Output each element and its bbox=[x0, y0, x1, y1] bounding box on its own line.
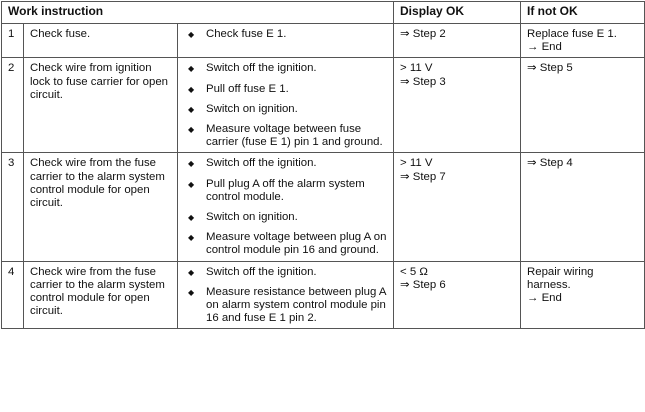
list-item bbox=[184, 211, 388, 224]
if-not-ok-value: Repair wiring harness. bbox=[527, 265, 594, 291]
display-ok-cell bbox=[394, 24, 521, 58]
if-not-ok-value: → End bbox=[527, 41, 562, 54]
header-work-instruction: Work instruction bbox=[2, 2, 394, 24]
step-number: 2 bbox=[2, 58, 24, 153]
display-ok-cell bbox=[394, 261, 521, 329]
list-item bbox=[184, 266, 388, 279]
procedure-steps bbox=[178, 58, 394, 153]
if-not-ok-value: Replace fuse E 1. bbox=[527, 28, 617, 40]
procedure-steps bbox=[178, 153, 394, 261]
step-number: 1 bbox=[2, 24, 24, 58]
diamond-bullet-icon: ◆ bbox=[188, 287, 195, 297]
diamond-bullet-icon: ◆ bbox=[188, 267, 195, 277]
diamond-bullet-icon: ◆ bbox=[188, 125, 195, 135]
diamond-bullet-icon: ◆ bbox=[188, 159, 195, 169]
diamond-bullet-icon: ◆ bbox=[188, 213, 195, 223]
step-text: Switch on ignition. bbox=[206, 211, 298, 224]
step-number: 3 bbox=[2, 153, 24, 261]
task-description: Check wire from the fuse carrier to the alarm system control module for open circuit. bbox=[24, 261, 178, 329]
list-item bbox=[184, 123, 388, 149]
diamond-bullet-icon: ◆ bbox=[188, 84, 195, 94]
display-ok-value: ⇒ Step 2 bbox=[400, 28, 446, 40]
header-row bbox=[2, 2, 645, 24]
step-text: Switch off the ignition. bbox=[206, 157, 317, 170]
work-instruction-table bbox=[1, 1, 645, 329]
list-item bbox=[184, 286, 388, 326]
display-ok-value: ⇒ Step 7 bbox=[400, 170, 446, 183]
display-ok-value: > 11 V bbox=[400, 157, 433, 170]
step-text: Switch on ignition. bbox=[206, 102, 298, 115]
step-text: Measure resistance between plug A on alarm system control module pin 16 and fuse E 1 pin 2. bbox=[206, 285, 386, 325]
header-if-not-ok: If not OK bbox=[521, 2, 645, 24]
diamond-bullet-icon: ◆ bbox=[188, 233, 195, 243]
if-not-ok-cell bbox=[521, 58, 645, 153]
step-list bbox=[184, 157, 388, 257]
header-display-ok: Display OK bbox=[394, 2, 521, 24]
table-row bbox=[2, 153, 645, 261]
display-ok-cell bbox=[394, 153, 521, 261]
if-not-ok-value: → End bbox=[527, 292, 562, 305]
if-not-ok-cell bbox=[521, 153, 645, 261]
diamond-bullet-icon: ◆ bbox=[188, 179, 195, 189]
step-text: Measure voltage between plug A on control module pin 16 and ground. bbox=[206, 231, 387, 257]
diamond-bullet-icon: ◆ bbox=[188, 104, 195, 114]
procedure-steps bbox=[178, 261, 394, 329]
step-number: 4 bbox=[2, 261, 24, 329]
list-item bbox=[184, 178, 388, 204]
list-item bbox=[184, 103, 388, 116]
task-description: Check wire from the fuse carrier to the alarm system control module for open circuit. bbox=[24, 153, 178, 261]
list-item bbox=[184, 231, 388, 257]
procedure-steps bbox=[178, 24, 394, 58]
step-list bbox=[184, 28, 388, 41]
step-text: Measure voltage between fuse carrier (fuse E 1) pin 1 and ground. bbox=[206, 123, 383, 149]
task-description: Check wire from ignition lock to fuse carrier for open circuit. bbox=[24, 58, 178, 153]
table-row bbox=[2, 58, 645, 153]
step-list bbox=[184, 62, 388, 149]
if-not-ok-value: ⇒ Step 4 bbox=[527, 157, 573, 170]
list-item bbox=[184, 62, 388, 75]
step-text: Pull plug A off the alarm system control module. bbox=[206, 177, 365, 203]
display-ok-value: > 11 V bbox=[400, 62, 433, 75]
table-row bbox=[2, 24, 645, 58]
step-text: Check fuse E 1. bbox=[206, 28, 287, 40]
step-text: Switch off the ignition. bbox=[206, 62, 317, 75]
if-not-ok-cell bbox=[521, 261, 645, 329]
list-item bbox=[184, 28, 388, 41]
diamond-bullet-icon: ◆ bbox=[188, 30, 195, 39]
if-not-ok-value: ⇒ Step 5 bbox=[527, 62, 573, 75]
display-ok-value: ⇒ Step 6 bbox=[400, 278, 446, 291]
if-not-ok-cell bbox=[521, 24, 645, 58]
display-ok-cell bbox=[394, 58, 521, 153]
display-ok-value: < 5 Ω bbox=[400, 265, 428, 278]
step-list bbox=[184, 266, 388, 326]
step-text: Pull off fuse E 1. bbox=[206, 82, 289, 95]
list-item bbox=[184, 83, 388, 96]
task-description: Check fuse. bbox=[24, 24, 178, 58]
display-ok-value: ⇒ Step 3 bbox=[400, 75, 446, 88]
list-item bbox=[184, 157, 388, 170]
diamond-bullet-icon: ◆ bbox=[188, 64, 195, 74]
table-row bbox=[2, 261, 645, 329]
step-text: Switch off the ignition. bbox=[206, 265, 317, 278]
